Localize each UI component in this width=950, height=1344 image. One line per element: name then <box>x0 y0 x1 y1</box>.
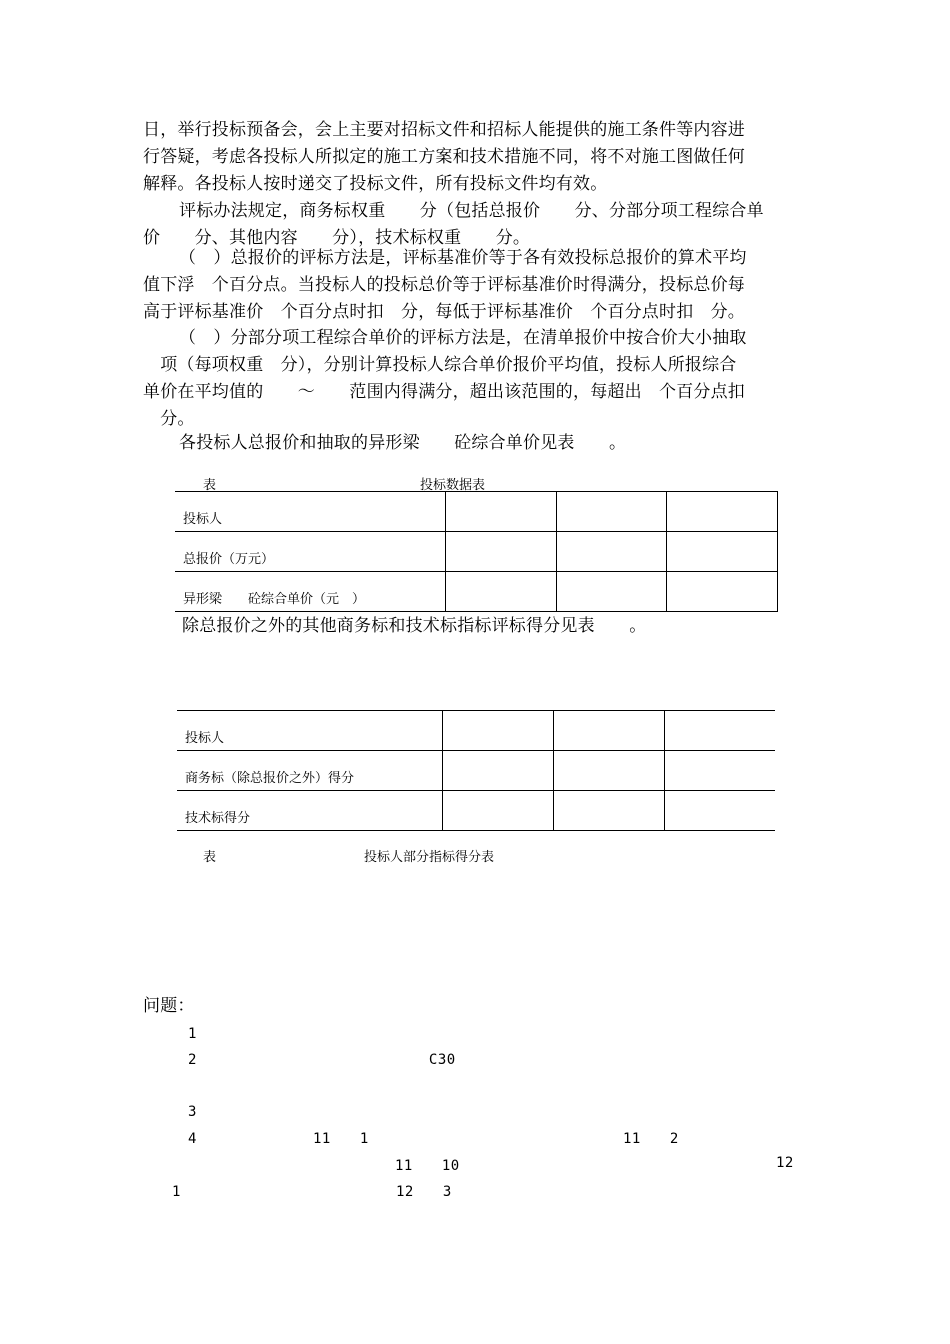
table-cell <box>445 492 556 532</box>
table-row <box>177 791 775 831</box>
table-row <box>175 572 778 612</box>
bid-data-table <box>175 491 778 612</box>
table-row <box>177 711 775 751</box>
text-line: 分。 <box>143 409 195 429</box>
table-row <box>175 492 778 532</box>
question-4-line-3-part-2: 12 3 <box>396 1184 742 1200</box>
row-label: 技术标得分 <box>177 791 443 831</box>
paragraph-2 <box>143 198 764 252</box>
table-cell <box>445 572 556 612</box>
table-cell <box>667 492 778 532</box>
text-line: （ ）总报价的评标方法是，评标基准价等于各有效投标总报价的算术平均 <box>179 248 747 268</box>
question-3: 3 <box>188 1104 647 1120</box>
row-label: 投标人 <box>175 492 445 532</box>
table-cell <box>665 711 776 751</box>
table-cell <box>667 572 778 612</box>
text-line: 高于评标基准价 个百分点时扣 分，每低于评标基准价 个百分点时扣 分。 <box>143 302 745 322</box>
table-row <box>177 751 775 791</box>
text-line: 值下浮 个百分点。当投标人的投标总价等于评标基准价时得满分，投标总价每 <box>143 275 745 295</box>
table1-caption-title: 投标数据表 <box>420 478 486 493</box>
text-line: 解释。各投标人按时递交了投标文件，所有投标文件均有效。 <box>143 174 608 194</box>
table-cell <box>443 711 554 751</box>
question-4-line-1-part-2: 11 1 <box>313 1131 572 1147</box>
table2-caption-prefix: 表 <box>203 850 217 865</box>
table-cell <box>665 791 776 831</box>
question-2-line-1: 2 C30 <box>188 1052 717 1068</box>
table-cell <box>665 751 776 791</box>
table-cell <box>443 751 554 791</box>
score-table-intro: 除总报价之外的其他商务标和技术标指标评标得分见表 。 <box>182 616 647 636</box>
table2-caption-title: 投标人部分指标得分表 <box>364 850 495 865</box>
questions-heading: 问题： <box>143 996 195 1016</box>
table-cell <box>554 791 665 831</box>
table-cell <box>667 532 778 572</box>
question-1: 1 <box>188 1026 618 1042</box>
text-line: （ ）分部分项工程综合单价的评标方法是，在清单报价中按合价大小抽取 <box>179 328 747 348</box>
question-2-line-2 <box>143 1075 375 1095</box>
row-label: 异形梁 砼综合单价（元 ） <box>175 572 445 612</box>
question-4-line-1-part-1: 4 <box>188 1131 284 1147</box>
paragraph-3 <box>143 245 747 326</box>
paragraph-4 <box>143 325 747 433</box>
question-4-line-2-part-1 <box>143 1155 346 1175</box>
question-4-line-2-part-3: 12 <box>776 1155 794 1171</box>
text-line: 价 分、其他内容 分），技术标权重 分。 <box>143 228 531 248</box>
table-cell <box>556 532 667 572</box>
text-line: 评标办法规定，商务标权重 分（包括总报价 分、分部分项工程综合单 <box>179 201 764 221</box>
text-line: 项（每项权重 分），分别计算投标人综合单价报价平均值，投标人所报综合 <box>143 355 737 375</box>
text-line: 各投标人总报价和抽取的异形梁 砼综合单价见表 。 <box>179 433 627 453</box>
table1-caption-prefix: 表 <box>203 478 217 493</box>
table-cell <box>556 492 667 532</box>
score-table <box>177 710 775 831</box>
question-4-line-3-part-1: 1 <box>143 1184 341 1200</box>
row-label: 总报价（万元） <box>175 532 445 572</box>
paragraph-5 <box>179 430 626 457</box>
table-cell <box>443 791 554 831</box>
text-line: 日，举行投标预备会，会上主要对招标文件和招标人能提供的施工条件等内容进 <box>143 120 745 140</box>
table-cell <box>554 751 665 791</box>
table-cell <box>445 532 556 572</box>
paragraph-1 <box>143 117 745 198</box>
question-4-line-1-part-3: 11 2 <box>623 1131 766 1147</box>
table-cell <box>554 711 665 751</box>
row-label: 商务标（除总报价之外）得分 <box>177 751 443 791</box>
text-line: 行答疑，考虑各投标人所拟定的施工方案和技术措施不同，将不对施工图做任何 <box>143 147 745 167</box>
row-label: 投标人 <box>177 711 443 751</box>
table-cell <box>556 572 667 612</box>
text-line: 单价在平均值的 ～ 范围内得满分，超出该范围的，每超出 个百分点扣 <box>143 382 745 402</box>
question-4-line-2-part-2: 11 10 <box>395 1158 707 1174</box>
table-row <box>175 532 778 572</box>
